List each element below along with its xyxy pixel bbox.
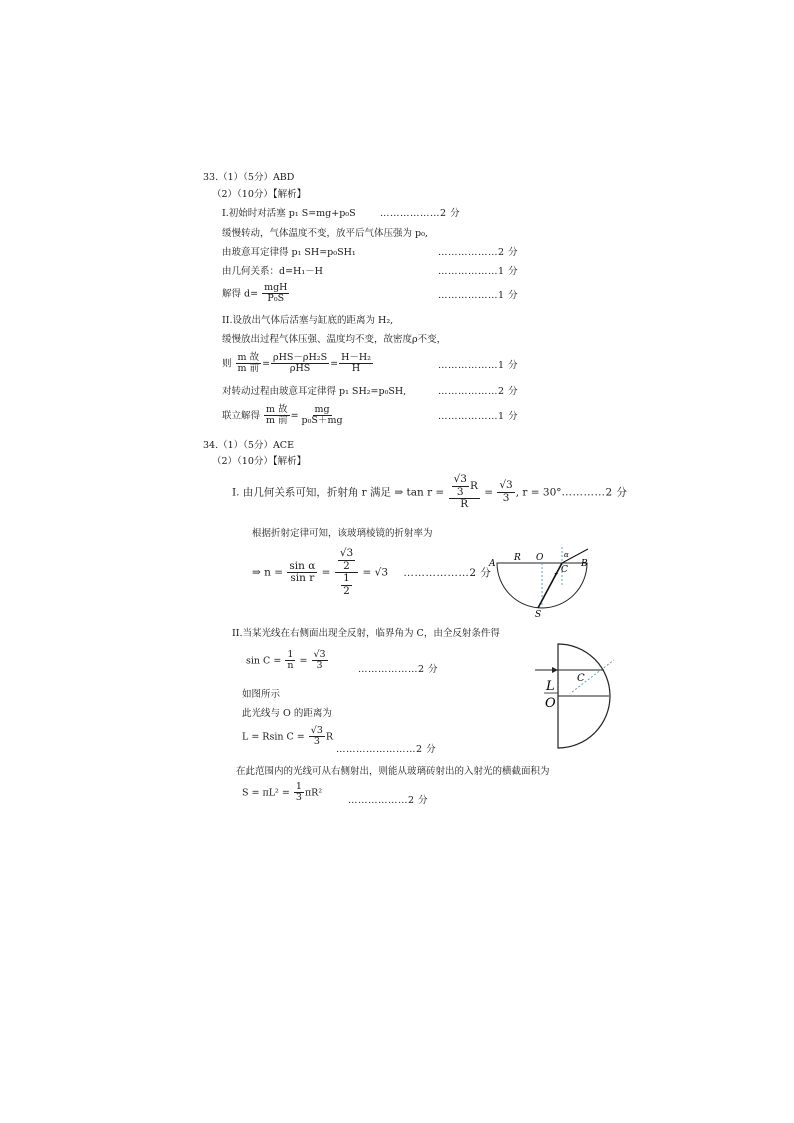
q34-heading: 34.（1）（5分）ACE (203, 440, 295, 451)
q34-i-line1: I. 由几何关系可知，折射角 r 满足 ⇒ tan r = $\frac{√3}{3}$ R R = $\frac{√3}{3}$ , r = 30°…………2 分 (232, 473, 628, 511)
q33-line8: 则 $\frac{\text{m 故}}{\text{m 前}}$ = $\frac{\text{ρHS－ρH₂S}}{\text{ρHS}}$ = $\frac{\text{H－H₂}}{H}$ (222, 352, 371, 375)
q34-i-line3: ⇒ n = $\frac{\text{sin α}}{\text{sin r}}$ = $\frac{\frac{√3}{2}}{\frac{1}{2}}$ = √3 ………………2 分 (252, 547, 492, 597)
fraction: $\frac{\text{m 故}}{\text{m 前}}$ (266, 404, 288, 427)
q33-subheading: （2）（10分）【解析】 (212, 189, 307, 200)
fraction: $\frac{√3}{3}$ (313, 649, 326, 672)
q34-ii-line5: L = Rsin C = $\frac{√3}{3}$ R (242, 725, 334, 748)
fraction: $\frac{√3}{3}$ (453, 473, 467, 498)
q33-line3-score: ………………2 分 (438, 247, 519, 258)
q34-ii-line3: 如图所示 (242, 689, 281, 700)
fraction: $\frac{√3}{2}$ (339, 547, 354, 572)
label-o: O (536, 553, 544, 563)
fraction: $\frac{\text{ρHS－ρH₂S}}{\text{ρHS}}$ (273, 352, 328, 375)
refracted-ray (538, 563, 562, 608)
figure-half-circle-total-reflection (530, 640, 620, 750)
q33-heading: 33.（1）（5分）ABD (203, 172, 295, 183)
q34-ii-line4: 此光线与 O 的距离为 (242, 708, 332, 719)
fraction: $\frac{√3}{3}$ (310, 725, 323, 748)
q33-line2: 缓慢转动，气体温度不变，放平后气体压强为 p₀, (222, 228, 428, 239)
fraction: $\frac{√3}{3}$ (499, 479, 513, 504)
q33-line5-score: ………………1 分 (438, 290, 519, 301)
label-l: L (546, 679, 555, 694)
q33-line5-text: 解得 d= (222, 288, 259, 300)
q33-line9-score: ………………2 分 (438, 386, 519, 397)
arrow-head-icon (552, 667, 558, 673)
q33-line8-score: ………………1 分 (438, 360, 519, 371)
fraction: $\frac{\text{m 故}}{\text{m 前}}$ (237, 352, 260, 375)
q33-line10-text: 联立解得 (222, 410, 261, 422)
label-b: B (581, 559, 588, 569)
q33-line9: 对转动过程由玻意耳定律得 p₁ SH₂=p₀SH, (222, 386, 407, 397)
label-r-angle: r (554, 571, 558, 579)
q34-i-line3-text: ⇒ n = (252, 566, 284, 579)
fraction: $\frac{\text{H－H₂}}{H}$ (341, 352, 371, 375)
q34-ii-line2: sin C = $\frac{1}{n}$ = $\frac{√3}{3}$ (246, 649, 326, 672)
q33-line1-score: ………………2 分 (380, 208, 461, 219)
q34-ii-line7: S = πL² = $\frac{1}{3}$ πR² (242, 781, 323, 804)
q34-i-line2: 根据折射定律可知，该玻璃棱镜的折射率为 (252, 528, 433, 539)
q34-ii-line5-text: L = Rsin C = (242, 731, 305, 743)
q33-line4-score: ………………1 分 (438, 266, 519, 277)
q34-ii-line2-score: ………………2 分 (358, 664, 439, 675)
q34-ii-line7-text: S = πL² = (242, 787, 290, 799)
q34-ii-line7-score: ………………2 分 (348, 795, 429, 806)
q34-ii-line2-text: sin C = (246, 655, 282, 667)
fraction: $\frac{\text{mgH}}{\text{P₀S}}$ (264, 282, 288, 305)
label-a: A (489, 559, 496, 569)
q33-line10-score: ………………1 分 (438, 411, 519, 422)
q34-i-line1-text: I. 由几何关系可知，折射角 r 满足 ⇒ tan r = (232, 486, 445, 499)
q34-subheading: （2）（10分）【解析】 (212, 456, 307, 467)
q33-line6: II.设放出气体后活塞与缸底的距离为 H₂, (222, 315, 394, 326)
q34-ii-line6: 在此范围内的光线可从右侧射出，则能从玻璃砖射出的入射光的横截面积为 (236, 766, 550, 777)
label-alpha: α (564, 551, 569, 559)
label-s: S (535, 610, 542, 620)
label-o: O (545, 696, 556, 711)
q33-line5 (222, 283, 290, 305)
q34-ii-line5-score: ……………………2 分 (336, 744, 437, 755)
q34-ii-line1: II.当某光线在右侧面出现全反射，临界角为 C，由全反射条件得 (232, 628, 500, 639)
fraction: $\frac{mg}{\text{p₀S＋mg}}$ (301, 404, 343, 427)
fraction (335, 548, 358, 597)
q33-line3: 由玻意耳定律得 p₁ SH=p₀SH₁ (222, 247, 356, 258)
figure-semicircle-refraction (480, 545, 595, 620)
label-c: C (577, 673, 585, 684)
q33-line7: 缓慢放出过程气体压强、温度均不变，故密度ρ不变， (222, 334, 447, 345)
fraction: $\frac{1}{3}$ (295, 781, 302, 804)
q33-line4: 由几何关系：d=H₁－H (222, 266, 323, 277)
fraction: $\frac{1}{2}$ (343, 572, 350, 597)
q34-i-line1-score: …………2 分 (561, 486, 628, 499)
q33-line10: 联立解得 $\frac{\text{m 故}}{\text{m 前}}$ = $\frac{mg}{\text{p₀S＋mg}}$ (222, 404, 343, 427)
fraction: $\frac{\text{sin α}}{\text{sin r}}$ (289, 559, 316, 585)
q34-i-line3-score: ………………2 分 (403, 566, 492, 579)
fraction: $\frac{√3}{3}$ R R (449, 474, 480, 511)
fraction: $\frac{1}{n}$ (287, 649, 294, 672)
label-r: R (514, 553, 521, 563)
q33-line1: I.初始时对活塞 p₁ S=mg+p₀S (222, 208, 356, 219)
q33-line8-text: 则 (222, 358, 232, 370)
label-c: C (561, 565, 568, 575)
